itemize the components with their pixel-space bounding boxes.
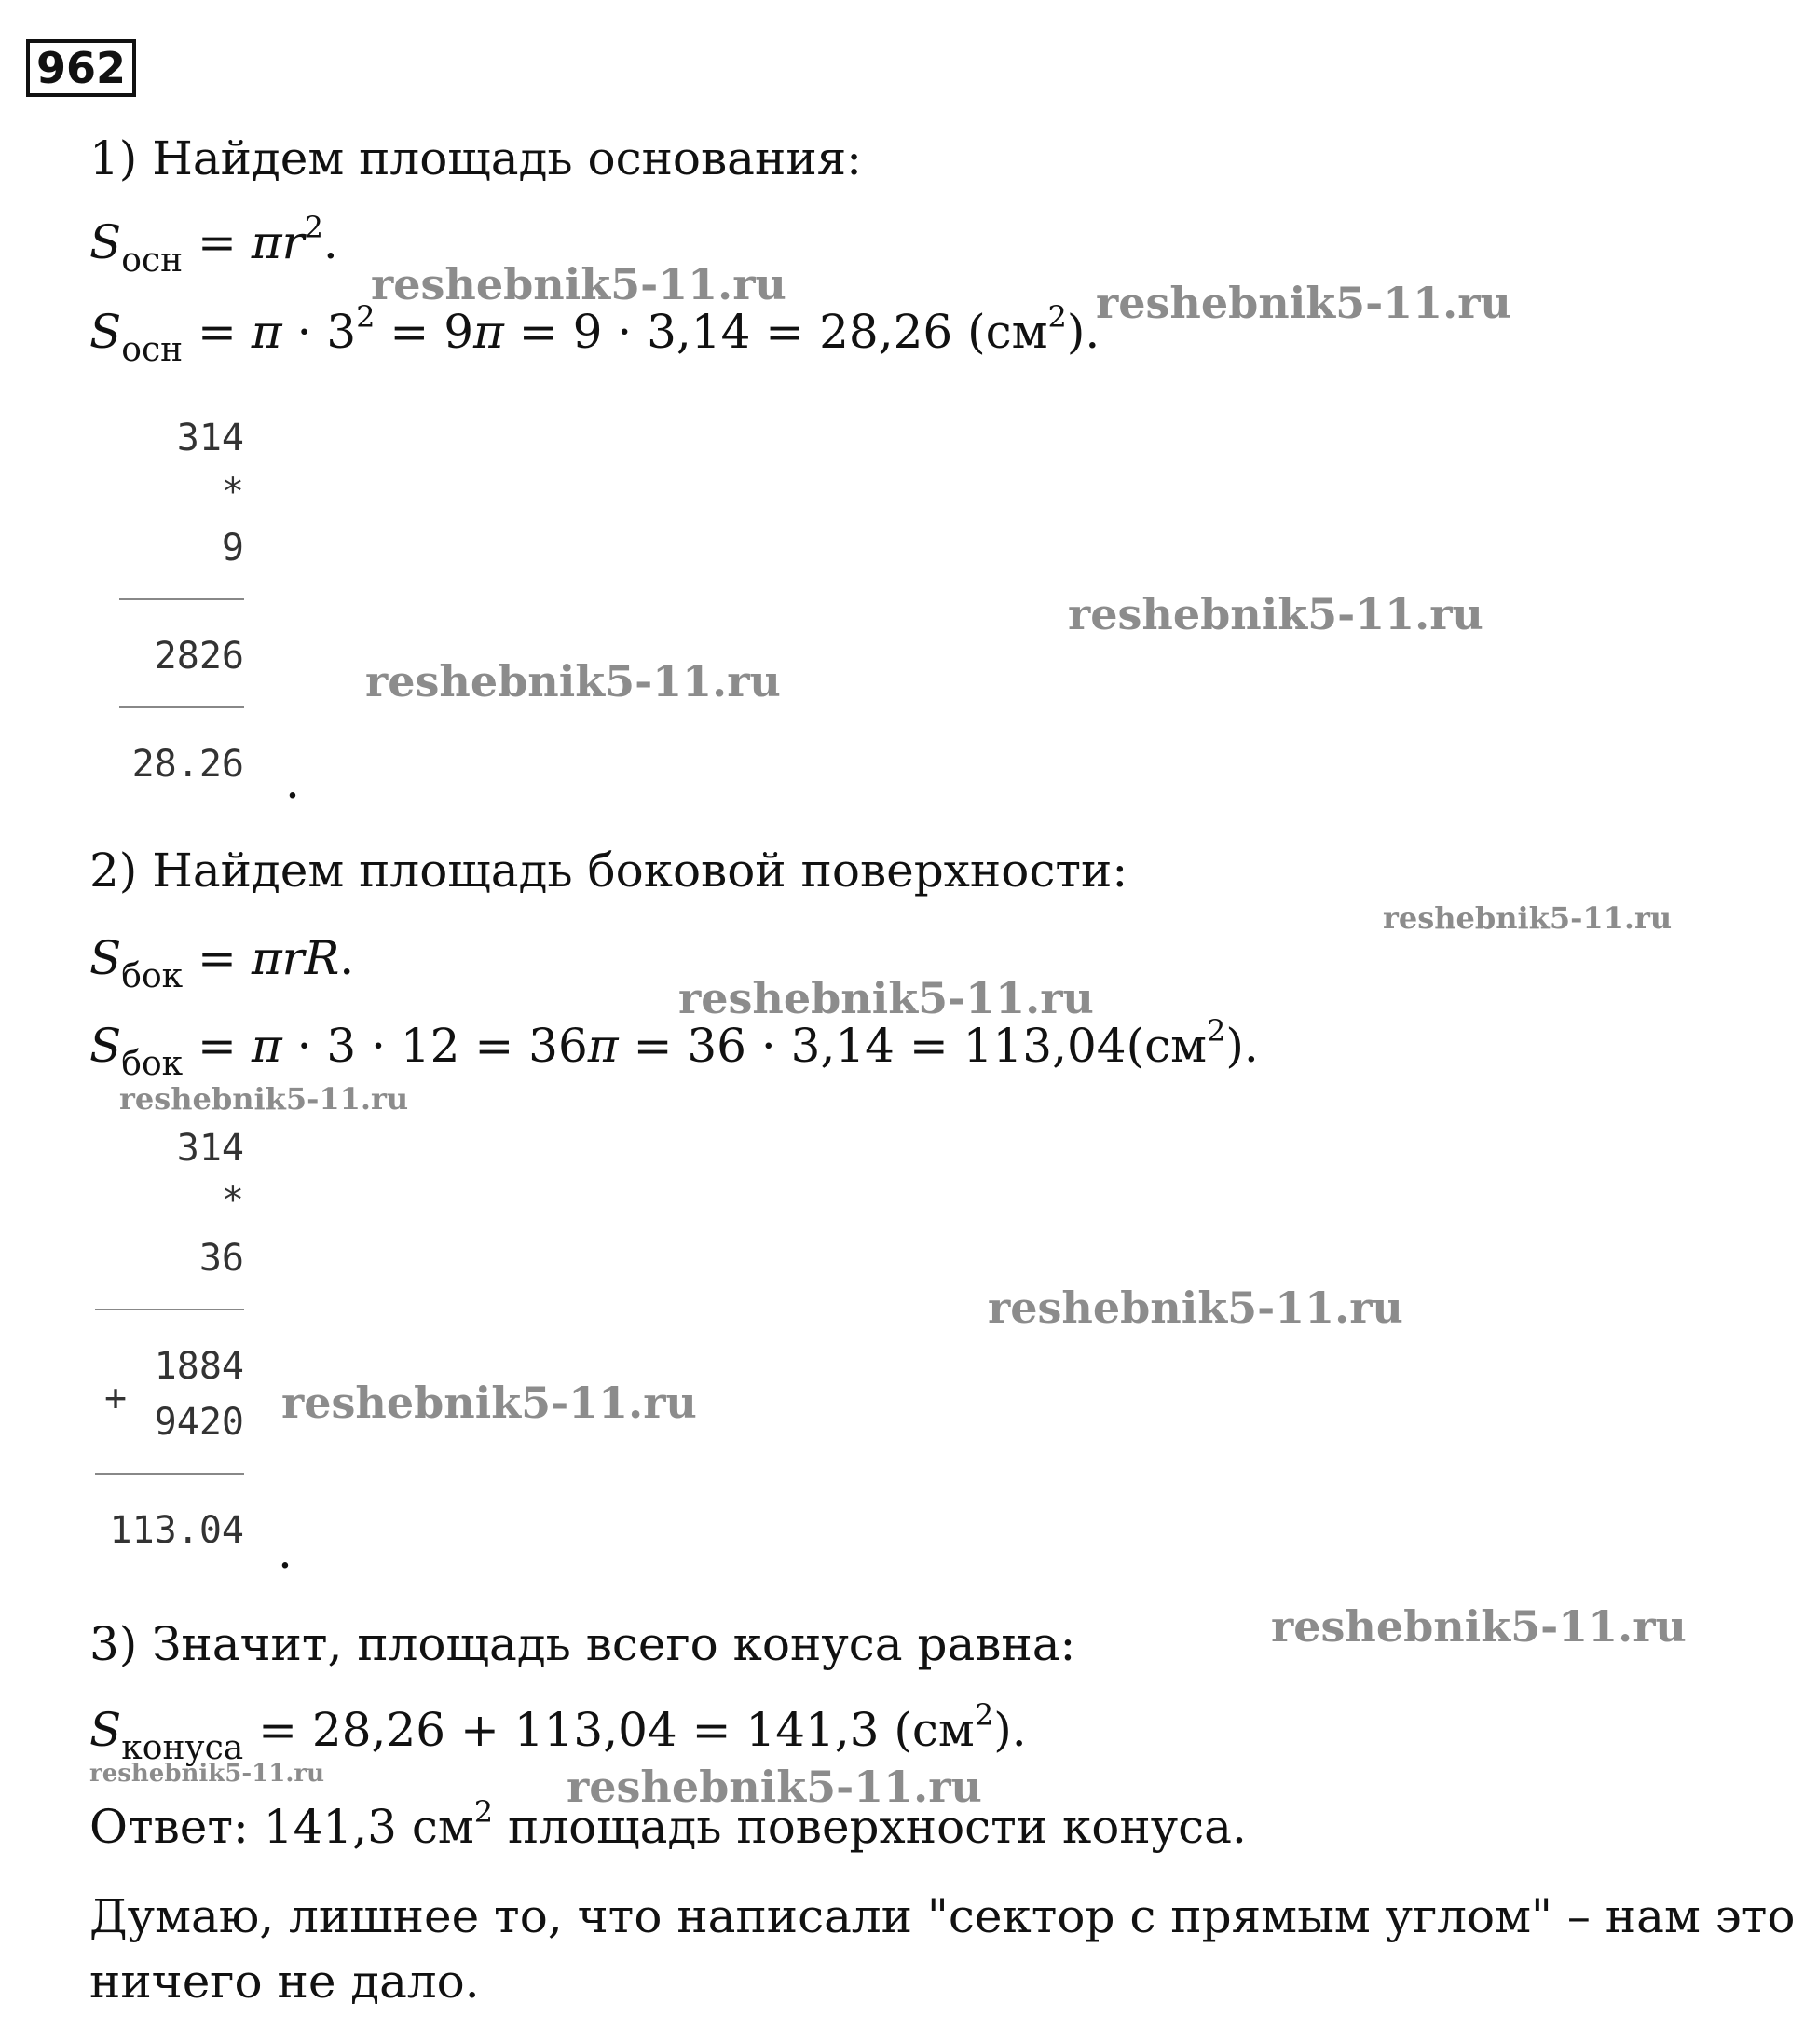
step1-calc-p1: = xyxy=(183,305,252,359)
step2-calc-p2: · 3 · 12 = 36 xyxy=(281,1019,588,1073)
step2-formula-sub: бок xyxy=(121,957,184,995)
step1-calc xyxy=(89,299,1100,369)
step1-calc-sub: осн xyxy=(121,331,184,369)
watermark: reshebnik5-11.ru xyxy=(1096,278,1511,328)
step1-formula xyxy=(89,210,338,280)
watermark: reshebnik5-11.ru xyxy=(1383,900,1673,936)
watermark: reshebnik5-11.ru xyxy=(89,1760,325,1788)
step1-calc-sup2: 2 xyxy=(1047,299,1067,335)
answer-prefix: Ответ: 141,3 см xyxy=(89,1800,474,1854)
col2-line2 xyxy=(95,1473,244,1475)
step1-calc-p3: = 9 xyxy=(375,305,474,359)
step2-calc-sup: 2 xyxy=(1207,1013,1226,1049)
step1-calc-end: ). xyxy=(1066,305,1100,359)
step1-calc-pi2: π xyxy=(473,305,504,359)
col1-result: 28.26 xyxy=(131,743,244,786)
step2-formula-s: S xyxy=(89,931,122,985)
step3-calc-end: ). xyxy=(993,1703,1027,1757)
col1-op: * xyxy=(221,471,244,514)
step2-formula xyxy=(89,930,355,995)
task-number: 962 xyxy=(26,39,136,97)
step2-formula-eq: = xyxy=(183,931,252,985)
watermark: reshebnik5-11.ru xyxy=(119,1081,409,1117)
col2-line1 xyxy=(95,1309,244,1310)
step2-calc-p1: = xyxy=(183,1019,252,1073)
col2-b: 36 xyxy=(198,1237,244,1280)
col2-r2: 9420 xyxy=(154,1401,244,1444)
step2-calc-pi2: π xyxy=(587,1019,619,1073)
watermark: reshebnik5-11.ru xyxy=(567,1762,982,1812)
watermark: reshebnik5-11.ru xyxy=(988,1283,1403,1333)
col1-b: 9 xyxy=(221,527,244,569)
step2-calc-end: ). xyxy=(1225,1019,1259,1073)
watermark: reshebnik5-11.ru xyxy=(281,1378,697,1428)
step1-formula-end: . xyxy=(322,215,338,269)
step1-formula-eq: = xyxy=(183,215,252,269)
watermark: reshebnik5-11.ru xyxy=(365,656,781,706)
col2-result: 113.04 xyxy=(109,1509,244,1552)
step3-heading: 3) Значит, площадь всего конуса равна: xyxy=(89,1617,1076,1671)
col1-line2 xyxy=(119,706,244,708)
note-line1: Думаю, лишнее то, что написали "сектор с прямым углом" – нам это xyxy=(89,1889,1796,1943)
step2-calc xyxy=(89,1013,1259,1083)
step1-formula-sub: осн xyxy=(121,241,184,280)
step3-calc xyxy=(89,1697,1027,1767)
col2-op: * xyxy=(221,1179,244,1222)
col2-dot: . xyxy=(278,1525,293,1579)
step3-calc-sub: конуса xyxy=(121,1729,244,1767)
step1-formula-sup: 2 xyxy=(304,210,323,245)
step1-calc-sup: 2 xyxy=(356,299,376,335)
step2-calc-p3: = 36 · 3,14 = 113,04(см xyxy=(618,1019,1208,1073)
step1-calc-s: S xyxy=(89,305,122,359)
col1-dot: . xyxy=(285,755,300,809)
step1-formula-s: S xyxy=(89,215,122,269)
step2-formula-end: . xyxy=(339,931,355,985)
step2-heading: 2) Найдем площадь боковой поверхности: xyxy=(89,844,1128,898)
answer-sup: 2 xyxy=(473,1794,494,1830)
step3-calc-sup: 2 xyxy=(974,1697,994,1733)
note-line2: ничего не дало. xyxy=(89,1955,480,2009)
watermark: reshebnik5-11.ru xyxy=(1271,1601,1687,1652)
step2-calc-pi: π xyxy=(251,1019,282,1073)
col1-r1: 2826 xyxy=(154,635,244,678)
step1-formula-rhs: πr xyxy=(251,215,305,269)
watermark: reshebnik5-11.ru xyxy=(371,259,786,309)
col2-plus: + xyxy=(104,1377,128,1420)
step1-heading: 1) Найдем площадь основания: xyxy=(89,131,863,185)
step1-calc-p2: · 3 xyxy=(281,305,357,359)
answer-suffix: площадь поверхности конуса. xyxy=(493,1800,1247,1854)
col2-r1: 1884 xyxy=(154,1345,244,1388)
step2-calc-sub: бок xyxy=(121,1045,184,1083)
col1-line1 xyxy=(119,598,244,600)
step1-calc-pi: π xyxy=(251,305,282,359)
step2-formula-rhs: πrR xyxy=(251,931,340,985)
step2-calc-s: S xyxy=(89,1019,122,1073)
watermark: reshebnik5-11.ru xyxy=(1068,589,1483,639)
step3-calc-s: S xyxy=(89,1703,122,1757)
watermark: reshebnik5-11.ru xyxy=(678,973,1094,1023)
step1-calc-p4: = 9 · 3,14 = 28,26 (см xyxy=(503,305,1048,359)
col1-a: 314 xyxy=(176,417,244,460)
step3-calc-p1: = 28,26 + 113,04 = 141,3 (см xyxy=(243,1703,975,1757)
col2-a: 314 xyxy=(176,1127,244,1170)
